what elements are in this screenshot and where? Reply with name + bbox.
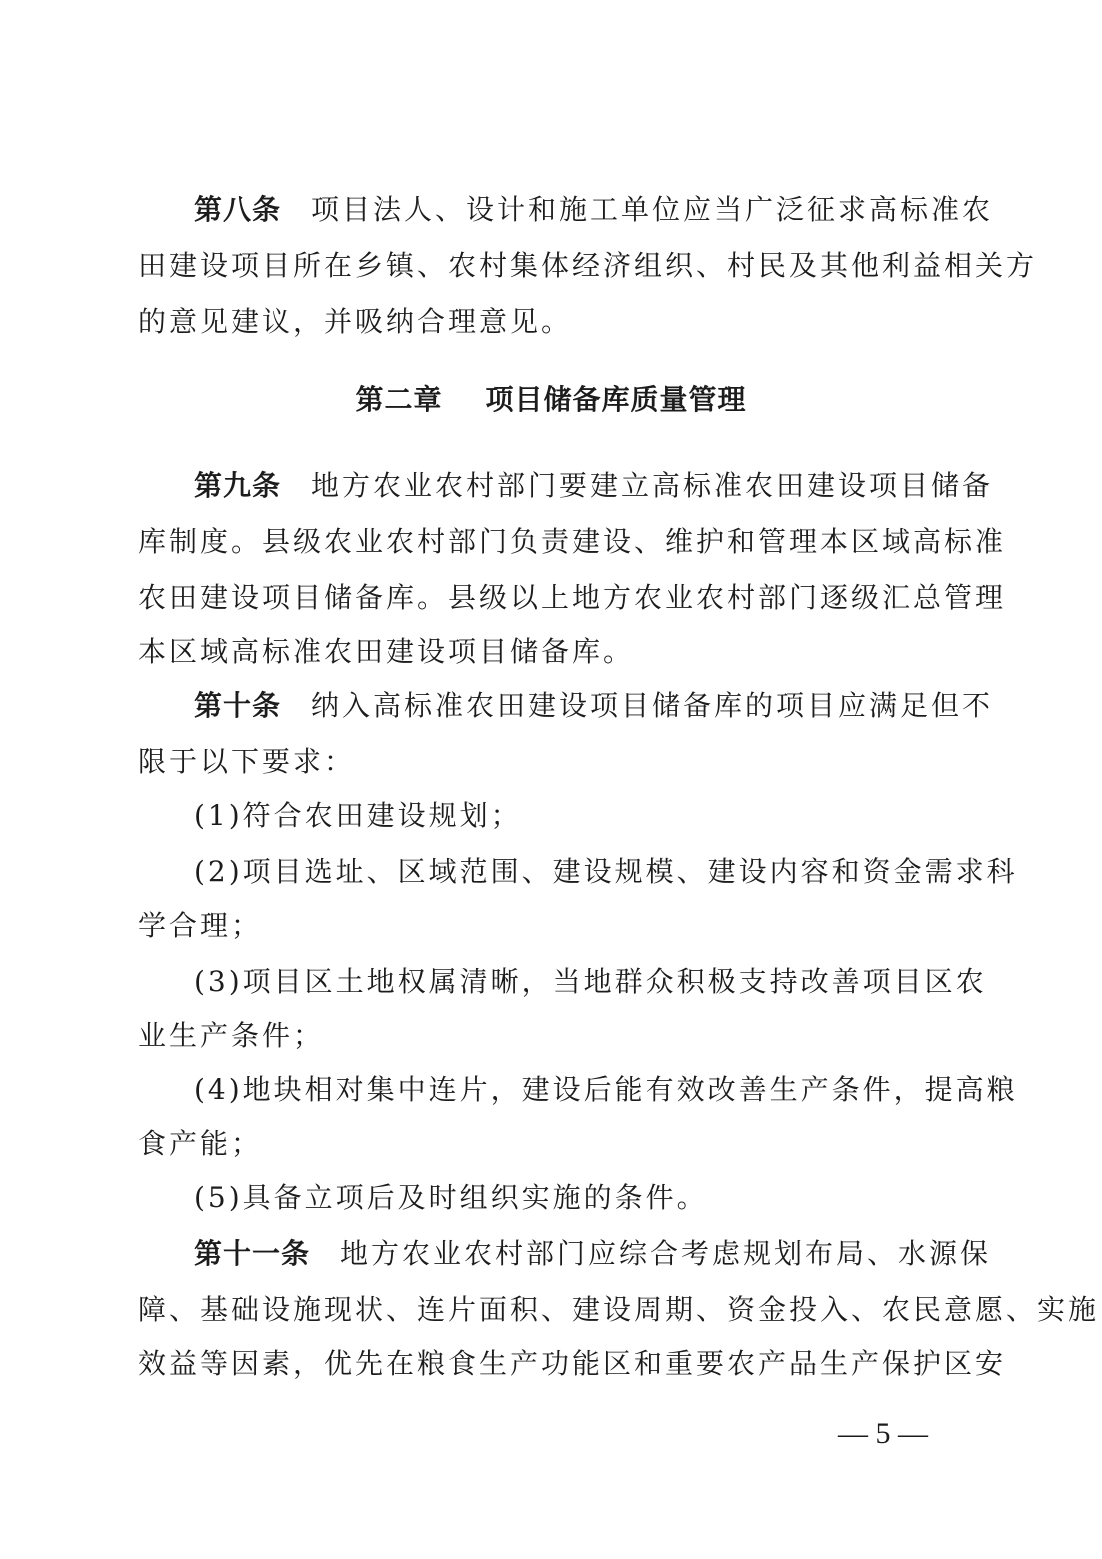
list-item-5: (5)具备立项后及时组织实施的条件。 (194, 1181, 708, 1214)
article-10-text-1: 纳入高标准农田建设项目储备库的项目应满足但不 (311, 689, 994, 722)
article-11-first-line (194, 1232, 992, 1276)
article-8-heading: 第八条 (194, 193, 282, 226)
article-8-line-2: 田建设项目所在乡镇、农村集体经济组织、村民及其他利益相关方 (138, 249, 1038, 282)
list-item-3-line-1: (3)项目区土地权属清晰，当地群众积极支持改善项目区农 (194, 965, 987, 998)
article-9-line-2: 库制度。县级农业农村部门负责建设、维护和管理本区域高标准 (138, 525, 1007, 558)
article-9-text-1: 地方农业农村部门要建立高标准农田建设项目储备 (311, 469, 994, 502)
chapter-heading: 第二章 项目储备库质量管理 (355, 383, 747, 416)
article-9-line-3: 农田建设项目储备库。县级以上地方农业农村部门逐级汇总管理 (138, 581, 1007, 614)
article-9-heading: 第九条 (194, 469, 282, 502)
article-8-line-3: 的意见建议，并吸纳合理意见。 (138, 305, 573, 338)
article-11-line-3: 效益等因素，优先在粮食生产功能区和重要农产品生产保护区安 (138, 1347, 1007, 1380)
article-11-heading: 第十一条 (194, 1237, 311, 1270)
article-9-line-4: 本区域高标准农田建设项目储备库。 (138, 635, 635, 668)
list-item-4-line-2: 食产能； (138, 1127, 263, 1160)
article-10-heading: 第十条 (194, 689, 282, 722)
article-11-text-1: 地方农业农村部门应综合考虑规划布局、水源保 (340, 1237, 992, 1270)
list-item-2-line-2: 学合理； (138, 909, 263, 942)
article-11-line-2: 障、基础设施现状、连片面积、建设周期、资金投入、农民意愿、实施 (138, 1293, 1100, 1326)
list-item-1: (1)符合农田建设规划； (194, 799, 522, 832)
page-number: — 5 — (838, 1417, 928, 1450)
article-8-text-1: 项目法人、设计和施工单位应当广泛征求高标准农 (311, 193, 994, 226)
article-9-first-line (194, 464, 994, 508)
list-item-2-line-1: (2)项目选址、区域范围、建设规模、建设内容和资金需求科 (194, 855, 1018, 888)
article-10-first-line (194, 684, 994, 728)
article-10-line-2: 限于以下要求： (138, 745, 356, 778)
list-item-4-line-1: (4)地块相对集中连片，建设后能有效改善生产条件，提高粮 (194, 1073, 1018, 1106)
article-8-first-line (194, 188, 994, 232)
list-item-3-line-2: 业生产条件； (138, 1019, 325, 1052)
